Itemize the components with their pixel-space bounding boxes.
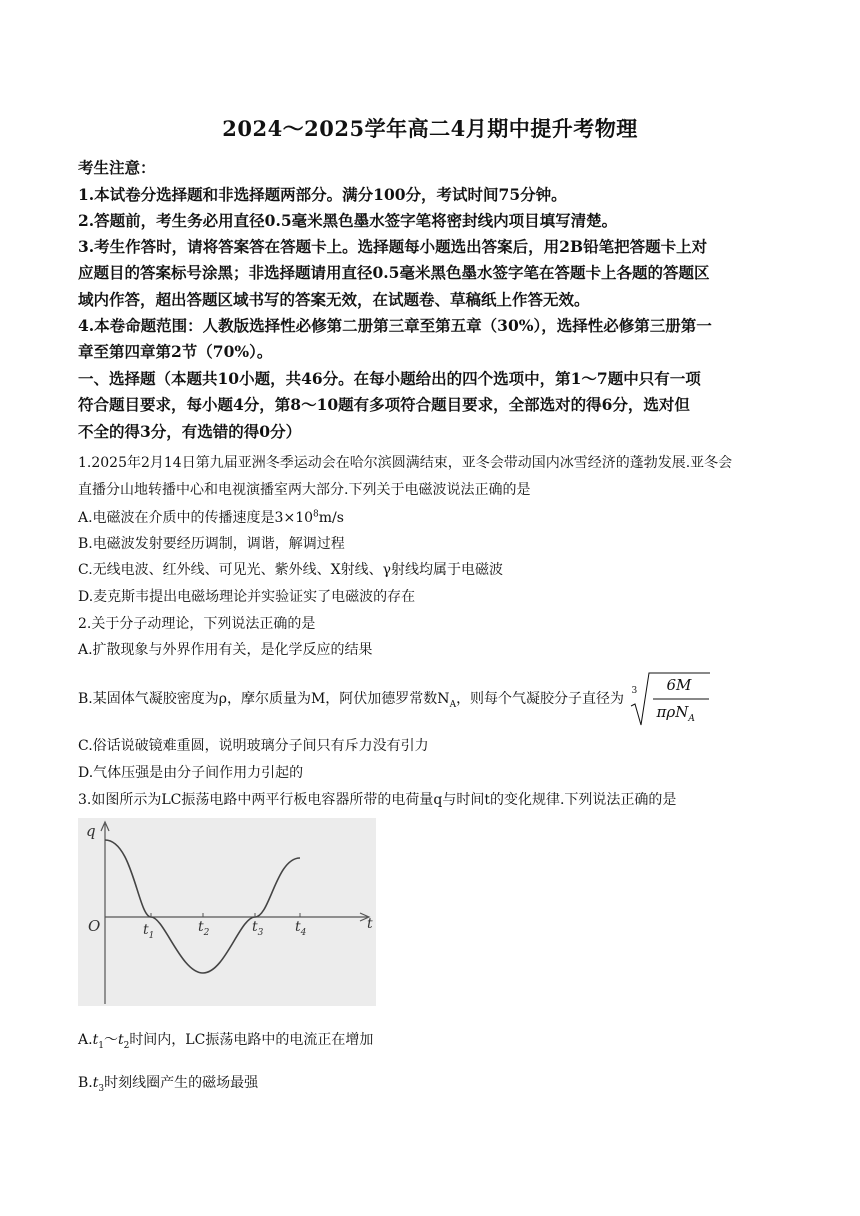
origin-label: O xyxy=(88,917,101,935)
notice-item-4-cont: 章至第四章第2节（70%）。 xyxy=(78,342,273,361)
q1-stem-cont: 直播分山地转播中心和电视演播室两大部分.下列关于电磁波说法正确的是 xyxy=(78,482,531,498)
notice-item-1: 1.本试卷分选择题和非选择题两部分。满分100分，考试时间75分钟。 xyxy=(78,185,567,204)
q1-option-a: A.电磁波在介质中的传播速度是$3\times 10^8m/s$ xyxy=(78,509,344,526)
q2-option-a: A.扩散现象与外界作用有关，是化学反应的结果 xyxy=(78,642,373,658)
t-axis-label: t xyxy=(367,916,373,932)
section-heading: 一、选择题（本题共10小题，共46分。在每小题给出的四个选项中，第1～7题中只有一项 xyxy=(78,369,701,388)
q1-option-b: B.电磁波发射要经历调制，调谐，解调过程 xyxy=(78,536,345,552)
root-index: 3 xyxy=(631,686,638,696)
q2-stem: 2.关于分子动理论，下列说法正确的是 xyxy=(78,616,316,632)
page-title: 2024～2025学年高二4月期中提升考物理 xyxy=(222,116,638,141)
cube-root-formula xyxy=(629,670,711,728)
notice-item-2: 2.答题前，考生务必用直径0.5毫米黑色墨水签字笔将密封线内项目填写清楚。 xyxy=(78,211,618,230)
fraction-numerator: 6M xyxy=(666,676,692,694)
section-heading-cont2: 不全的得3分，有选错的得0分） xyxy=(78,422,302,441)
fraction-denominator: πρN$_A$ xyxy=(656,703,695,724)
notice-item-3: 3.考生作答时，请将答案答在答题卡上。选择题每小题选出答案后，用2B铅笔把答题卡上对 xyxy=(78,237,708,256)
q3-stem: 3.如图所示为LC振荡电路中两平行板电容器所带的电荷量q与时间t的变化规律.下列说法正确的是 xyxy=(78,792,677,808)
q3-option-b: $B.t_3$时刻线圈产生的磁场最强 xyxy=(78,1075,259,1094)
q2-option-c: C.俗话说破镜难重圆，说明玻璃分子间只有斥力没有引力 xyxy=(78,738,429,754)
t2-label: $t_2$ xyxy=(198,919,210,938)
notice-heading: 考生注意： xyxy=(78,158,156,177)
q2-option-d: D.气体压强是由分子间作用力引起的 xyxy=(78,765,304,781)
charge-curve xyxy=(105,840,300,973)
q-axis-label: q xyxy=(86,822,96,840)
section-heading-cont: 符合题目要求，每小题4分，第8～10题有多项符合题目要求，全部选对的得6分，选对但 xyxy=(78,395,690,414)
t3-label: $t_3$ xyxy=(252,919,264,938)
q1-stem: 1.2025年2月14日第九届亚洲冬季运动会在哈尔滨圆满结束，亚冬会带动国内冰雪经济的蓬勃发展.亚冬会 xyxy=(78,455,733,471)
t1-label: $t_1$ xyxy=(143,922,155,941)
q1-option-d: D.麦克斯韦提出电磁场理论并实验证实了电磁波的存在 xyxy=(78,589,416,605)
q1-option-c: C.无线电波、红外线、可见光、紫外线、X射线、γ射线均属于电磁波 xyxy=(78,562,503,578)
q3-option-a: $A.t_1\sim t_2$时间内，LC振荡电路中的电流正在增加 xyxy=(78,1032,374,1051)
t4-label: $t_4$ xyxy=(295,919,307,938)
q2-option-b: B.某固体气凝胶密度为ρ，摩尔质量为M，阿伏加德罗常数$N_A$，则每个气凝胶分子直径为 3 6M πρN$_A$ xyxy=(78,670,711,728)
q3-graph xyxy=(78,818,376,1006)
notice-item-3-cont: 应题目的答案标号涂黑；非选择题请用直径0.5毫米黑色墨水签字笔在答题卡上各题的答题区 xyxy=(78,263,710,282)
notice-item-4: 4.本卷命题范围：人教版选择性必修第二册第三章至第五章（30%），选择性必修第三册第一 xyxy=(78,316,712,335)
notice-item-3-cont2: 域内作答，超出答题区域书写的答案无效，在试题卷、草稿纸上作答无效。 xyxy=(78,290,590,309)
